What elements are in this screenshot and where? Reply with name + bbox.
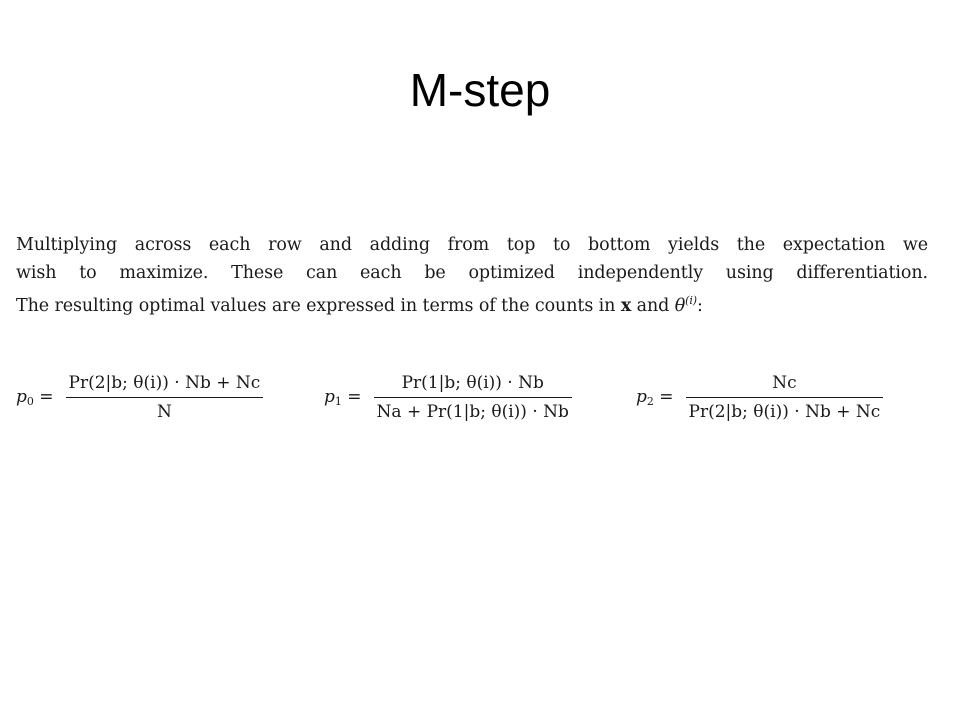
body-paragraph: [16, 231, 928, 320]
equation-p2-denominator: Pr(2|b; θ(i)) · Nb + Nc: [688, 401, 881, 422]
equation-p2: [636, 366, 883, 428]
equations-row: [14, 366, 934, 436]
equation-p0-fraction: [66, 371, 264, 424]
slide-title: M-step: [409, 64, 551, 116]
paragraph-line-3-suffix: :: [696, 296, 703, 316]
bold-vector-x: x: [620, 296, 632, 316]
paragraph-line-3-prefix: The resulting optimal values are expressed in terms of the counts in: [16, 296, 616, 316]
equation-p0-numerator: Pr(2|b; θ(i)) · Nb + Nc: [68, 372, 261, 393]
theta-superscript: (i): [685, 294, 697, 307]
equation-p0: [16, 366, 263, 428]
equation-p1-lhs: $p_1$ =: [324, 386, 362, 408]
equation-p2-numerator: Nc: [772, 372, 797, 393]
paragraph-line-3: [16, 287, 928, 320]
paragraph-line-1: Multiplying across each row and adding from top to bottom yields the expectation we: [16, 235, 928, 255]
equation-p1-numerator: Pr(1|b; θ(i)) · Nb: [401, 372, 544, 393]
equation-p1: [324, 366, 572, 428]
equation-p1-fraction: [374, 371, 572, 424]
equation-p0-fraction-bar: [66, 397, 264, 398]
equation-p1-denominator: Na + Pr(1|b; θ(i)) · Nb: [376, 401, 569, 422]
theta-symbol: θ: [674, 296, 686, 316]
equation-p0-lhs: $p_0$ =: [16, 386, 54, 408]
paragraph-line-3-and: and: [636, 296, 670, 316]
equation-p2-fraction: [686, 371, 884, 424]
equation-p2-fraction-bar: [686, 397, 884, 398]
equation-p0-denominator: N: [156, 401, 172, 422]
equation-p1-fraction-bar: [374, 397, 572, 398]
paragraph-line-2: wish to maximize. These can each be optimized independently using differentiation.: [16, 263, 928, 283]
equation-p2-lhs: $p_2$ =: [636, 386, 674, 408]
